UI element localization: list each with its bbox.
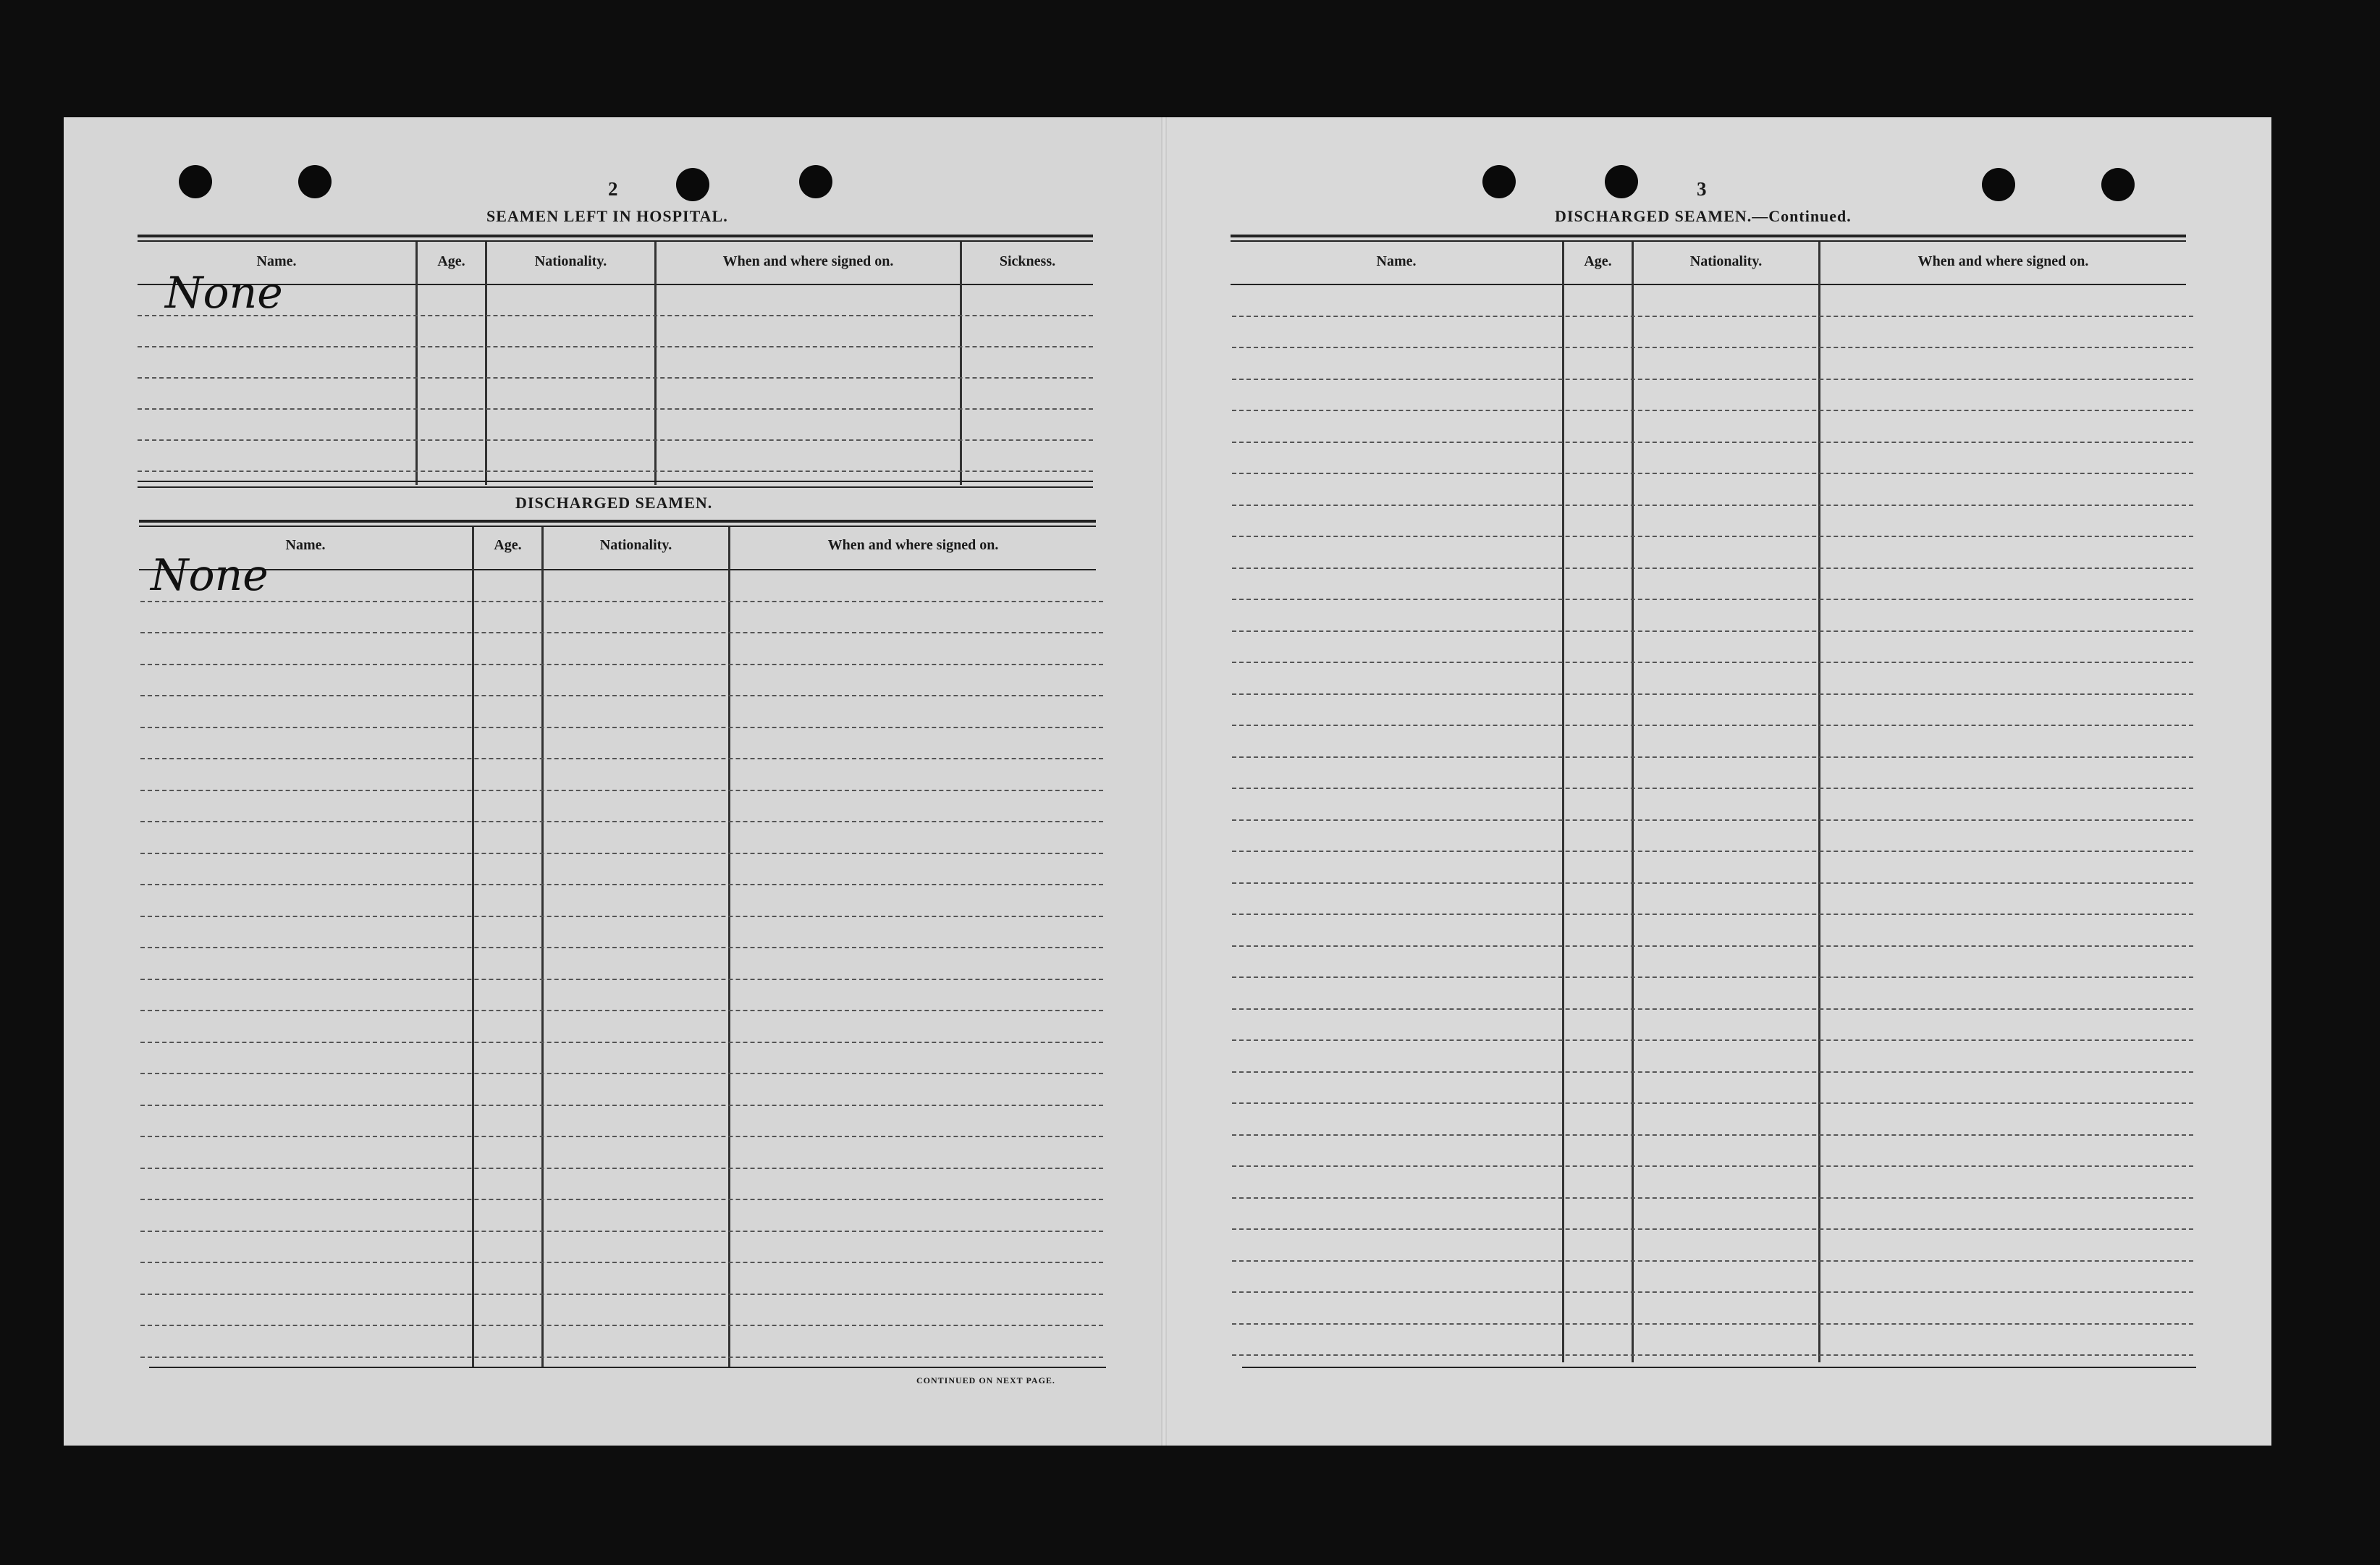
section-title-discharged: DISCHARGED SEAMEN.: [515, 494, 713, 512]
right-rows: [1232, 284, 2193, 1362]
continued-note: CONTINUED ON NEXT PAGE.: [916, 1375, 1055, 1385]
dashed-rule: [140, 1199, 1103, 1200]
column-header: Nationality.: [534, 253, 607, 269]
dashed-rule: [140, 695, 1103, 696]
handwritten-entry: None: [151, 550, 269, 601]
dashed-rule: [140, 947, 1103, 948]
column-header: Name.: [285, 537, 326, 553]
dashed-rule: [140, 979, 1103, 980]
dashed-rule: [140, 1168, 1103, 1169]
rule: [139, 526, 1096, 527]
rule: [138, 486, 1093, 488]
dashed-rule: [1232, 882, 2193, 884]
rule: [1231, 240, 2186, 242]
dashed-rule: [140, 790, 1103, 791]
column-header: When and where signed on.: [722, 253, 894, 269]
dashed-rule: [1232, 505, 2193, 506]
column-header: Nationality.: [599, 537, 672, 553]
rule: [138, 235, 1093, 237]
dashed-rule: [1232, 693, 2193, 695]
dashed-rule: [140, 727, 1103, 728]
dashed-rule: [1232, 630, 2193, 632]
dashed-rule: [1232, 1008, 2193, 1010]
dashed-rule: [1232, 1134, 2193, 1136]
column-header: Sickness.: [999, 253, 1056, 269]
dashed-rule: [1232, 568, 2193, 569]
dashed-rule: [140, 664, 1103, 665]
column-header: When and where signed on.: [1917, 253, 2089, 269]
dashed-rule: [1232, 914, 2193, 915]
section-title-hospital: SEAMEN LEFT IN HOSPITAL.: [486, 207, 728, 225]
dashed-rule: [1232, 473, 2193, 474]
dashed-rule: [1232, 662, 2193, 663]
punch-hole-icon: [1605, 165, 1638, 198]
dashed-rule: [138, 408, 1093, 410]
dashed-rule: [1232, 756, 2193, 758]
dashed-rule: [140, 821, 1103, 822]
handwritten-entry: None: [165, 268, 283, 319]
dashed-rule: [140, 1105, 1103, 1106]
dashed-rule: [140, 1294, 1103, 1295]
column-header: Age.: [1584, 253, 1612, 269]
dashed-rule: [138, 346, 1093, 347]
column-header: When and where signed on.: [827, 537, 999, 553]
dashed-rule: [138, 471, 1093, 472]
dashed-rule: [1232, 1071, 2193, 1073]
punch-hole-icon: [1982, 168, 2015, 201]
column-header: Nationality.: [1689, 253, 1763, 269]
dashed-rule: [1232, 1039, 2193, 1041]
rule: [138, 240, 1093, 242]
dashed-rule: [1232, 379, 2193, 380]
dashed-rule: [138, 439, 1093, 441]
dashed-rule: [1232, 599, 2193, 600]
dashed-rule: [1232, 1102, 2193, 1104]
dashed-rule: [1232, 1165, 2193, 1167]
dashed-rule: [1232, 442, 2193, 443]
rule: [139, 520, 1096, 523]
dashed-rule: [140, 1042, 1103, 1043]
dashed-rule: [138, 377, 1093, 379]
dashed-rule: [1232, 819, 2193, 821]
punch-hole-icon: [179, 165, 212, 198]
column-header: Name.: [256, 253, 297, 269]
dashed-rule: [1232, 945, 2193, 947]
rule: [1231, 235, 2186, 237]
dashed-rule: [140, 1325, 1103, 1326]
page-number: 3: [1697, 178, 1707, 200]
column-header: Age.: [494, 537, 522, 553]
dashed-rule: [1232, 536, 2193, 537]
dashed-rule: [140, 1262, 1103, 1263]
dashed-rule: [1232, 725, 2193, 726]
column-header: Age.: [437, 253, 465, 269]
punch-hole-icon: [1482, 165, 1516, 198]
dashed-rule: [1232, 1260, 2193, 1262]
dashed-rule: [1232, 347, 2193, 348]
dashed-rule: [1232, 1228, 2193, 1230]
dashed-rule: [140, 1357, 1103, 1358]
dashed-rule: [1232, 1323, 2193, 1325]
dashed-rule: [140, 1073, 1103, 1074]
rule: [149, 1367, 1106, 1368]
dashed-rule: [140, 1010, 1103, 1011]
dashed-rule: [140, 1136, 1103, 1137]
dashed-rule: [1232, 976, 2193, 978]
dashed-rule: [1232, 851, 2193, 852]
page-number: 2: [608, 178, 618, 200]
punch-hole-icon: [799, 165, 832, 198]
dashed-rule: [140, 632, 1103, 633]
dashed-rule: [140, 758, 1103, 759]
rule: [1242, 1367, 2196, 1368]
discharged-rows: [140, 569, 1103, 1365]
page-fold: [1161, 117, 1167, 1446]
dashed-rule: [140, 916, 1103, 917]
dashed-rule: [1232, 1354, 2193, 1356]
dashed-rule: [1232, 316, 2193, 317]
dashed-rule: [140, 1231, 1103, 1232]
dashed-rule: [140, 601, 1103, 602]
rule: [138, 481, 1093, 482]
section-title-discharged-continued: DISCHARGED SEAMEN.—Continued.: [1555, 207, 1852, 225]
dashed-rule: [1232, 1197, 2193, 1199]
punch-hole-icon: [676, 168, 709, 201]
dashed-rule: [140, 884, 1103, 885]
punch-hole-icon: [2101, 168, 2135, 201]
dashed-rule: [1232, 410, 2193, 411]
dashed-rule: [140, 853, 1103, 854]
dashed-rule: [1232, 1291, 2193, 1293]
dashed-rule: [1232, 788, 2193, 789]
punch-hole-icon: [298, 165, 332, 198]
column-header: Name.: [1376, 253, 1417, 269]
